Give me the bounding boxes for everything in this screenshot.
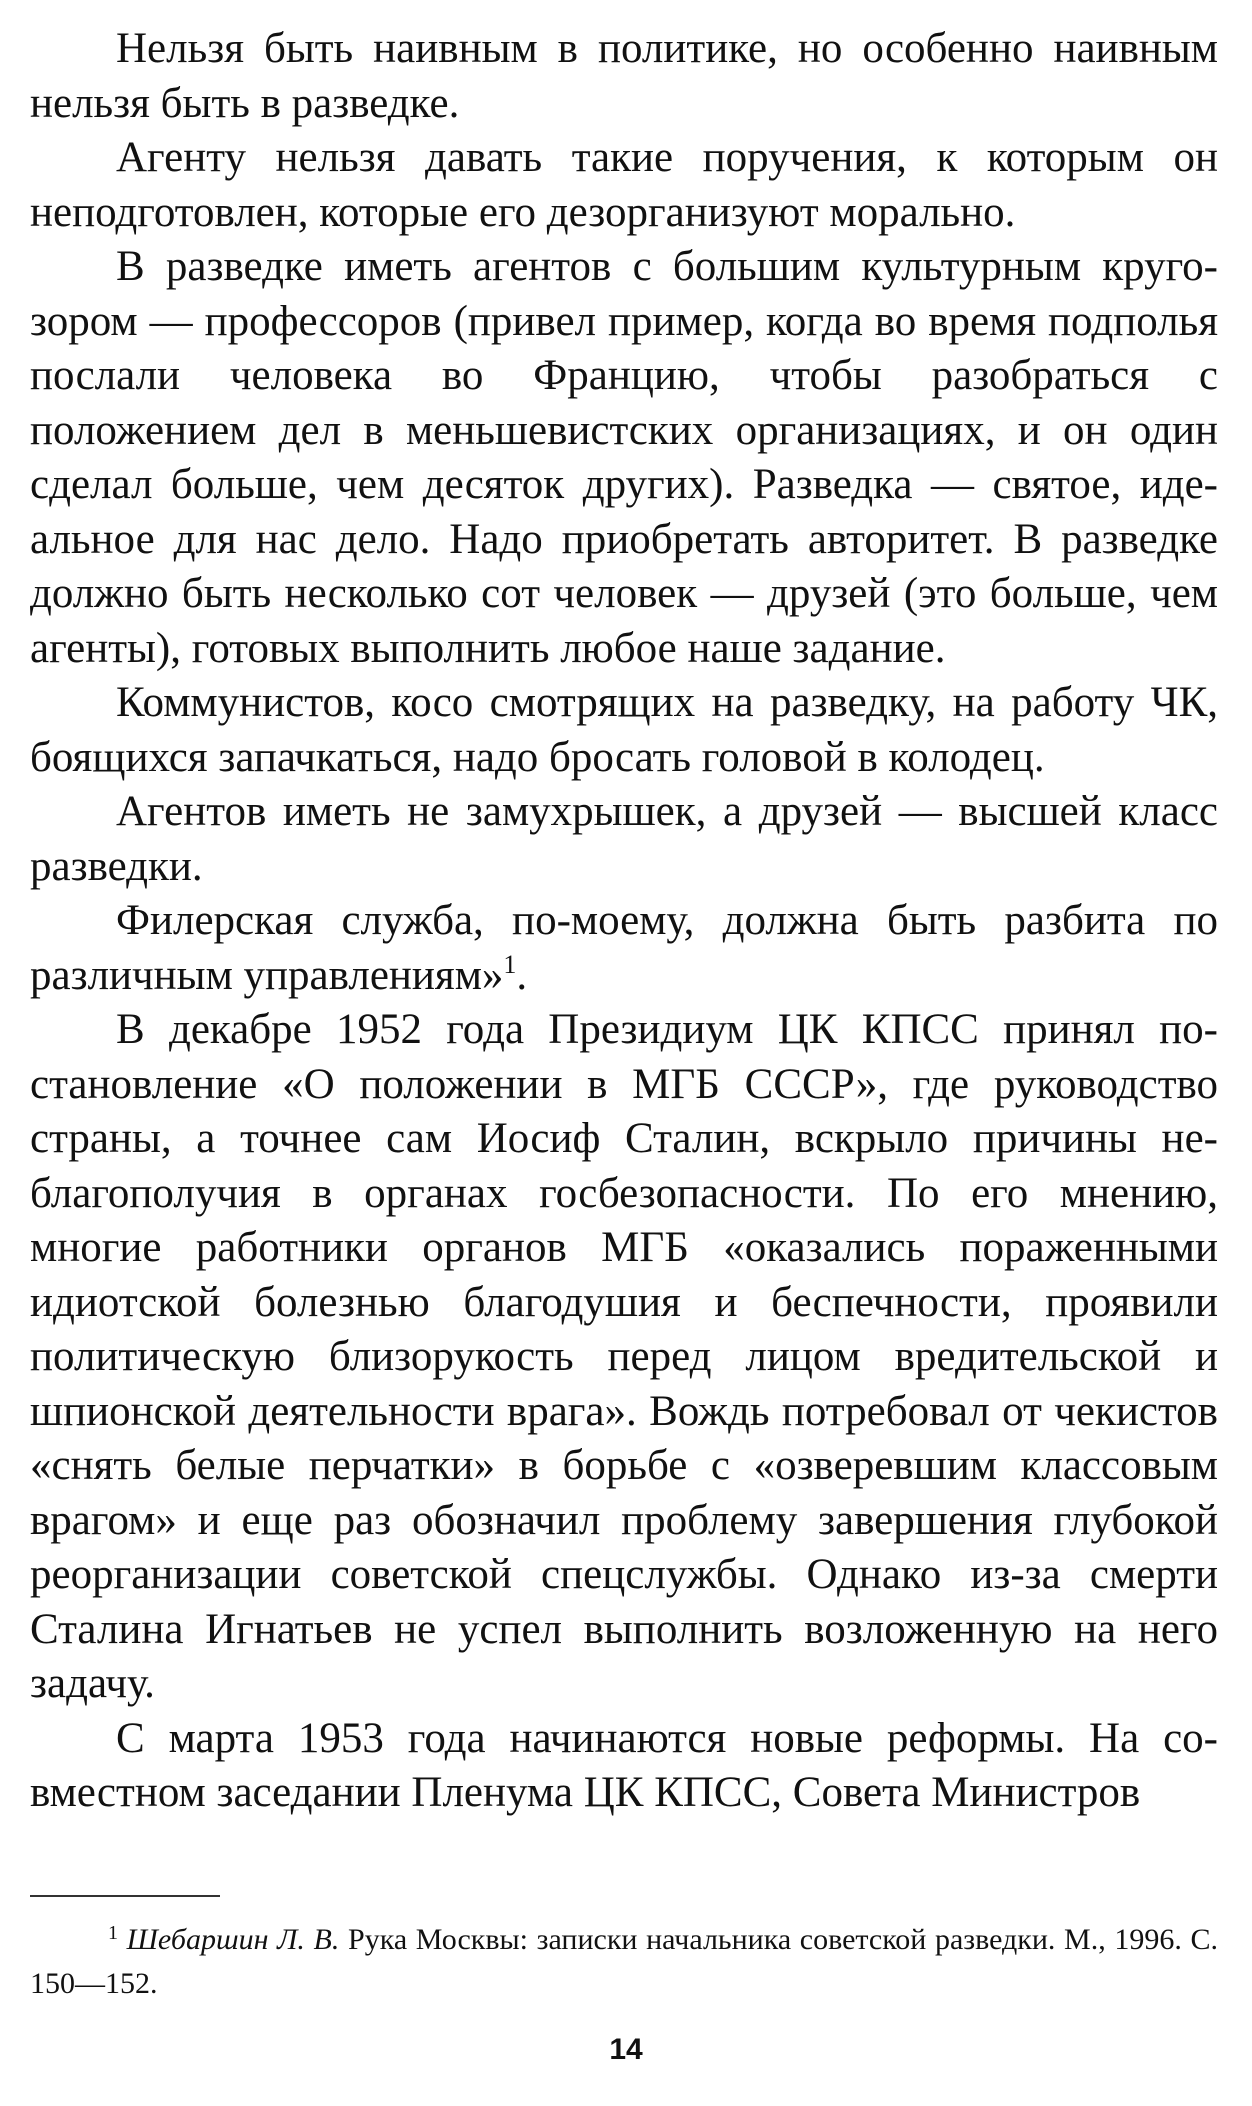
paragraph: В разведке иметь агентов с большим культурным кругозором — профессоров (привел пример, когда во время подполья послали человека во Францию, чтобы разобраться с положением дел в меньшевистских организациях, и он один сделал больше, чем десяток других). Разведка — святое, идеальное для нас дело. Надо приобретать авторитет. В разведке должно быть несколько сот человек — друзей (это больше, чем агенты), готовых выполнить любое наше задание. [30, 243, 1218, 672]
footnote-reference-tail: . [516, 951, 528, 999]
footnote-number: 1 [108, 1922, 118, 1944]
footnote-author: Шебаршин Л. В. [126, 1923, 340, 1956]
page-number: 14 [609, 2033, 643, 2066]
paragraph-with-footnote [30, 894, 1218, 1003]
paragraph: С марта 1953 года начинаются новые реформы. На совместном заседании Пленума ЦК КПСС, Совета Министров [30, 1714, 1218, 1816]
paragraph: Агенту нельзя давать такие поручения, к которым он неподготовлен, которые его дезорганизуют морально. [30, 134, 1218, 236]
paragraph: Коммунистов, косо смотрящих на разведку, на работу ЧК, боящихся запачкаться, надо бросать головой в колодец. [30, 679, 1218, 781]
footnote-text: Рука Москвы: записки начальника советской разведки. М., 1996. С. 150—152. [30, 1923, 1219, 2000]
footnote [30, 1918, 1218, 2006]
footnote-divider [30, 1895, 220, 1897]
paragraph: Агентов иметь не замухрышек, а друзей — высшей класс разведки. [30, 788, 1218, 890]
main-text [30, 22, 1218, 1821]
paragraph: Нельзя быть наивным в политике, но особенно наивным нельзя быть в разведке. [30, 25, 1218, 127]
paragraph-text: Филерская служба, по-моему, должна быть разбита по различным управлениям» [30, 897, 1218, 999]
paragraph: В декабре 1952 года Президиум ЦК КПСС принял постановление «О положении в МГБ СССР», где руководство страны, а точнее сам Иосиф Сталин, вскрыло причины неблагополучия в органах госбезопасности. По его мнению, многие работники органов МГБ «оказались пораженными идиотской болезнью благодушия и беспечности, проявили политическую близорукость перед лицом вредительской и шпионской деятельности врага». Вождь потребовал от чекистов «снять белые перчатки» в борьбе с «озверевшим классовым врагом» и еще раз обозначил проблему завершения глубокой реорганизации советской спецслужбы. Однако из-за смерти Сталина Игнатьев не успел выполнить возложенную на него задачу. [30, 1006, 1218, 1707]
footnote-reference[interactable]: 1 [503, 949, 517, 979]
